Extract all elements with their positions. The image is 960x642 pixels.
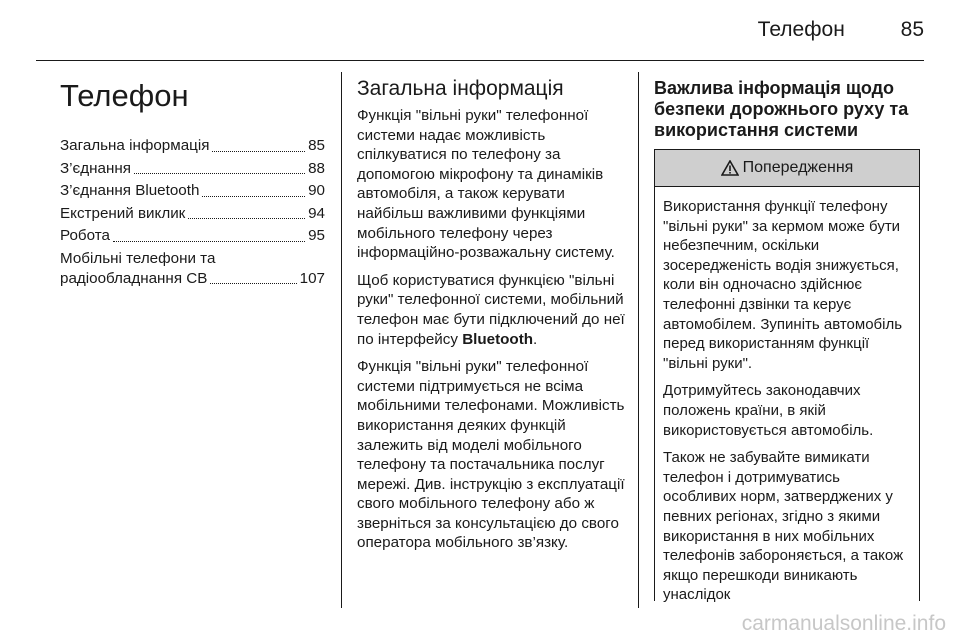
toc-dot-leader <box>113 241 305 242</box>
paragraph-text: Щоб користуватися функцією "вільні руки" телефонної системи, мобільний телефон має бути підключений до неї по інтерфейсу <box>357 271 625 348</box>
header-rule <box>36 60 924 61</box>
toc-entry-label: З’єднання <box>60 159 131 177</box>
toc-entry-page: 88 <box>308 159 325 177</box>
toc-entry-page: 94 <box>308 204 325 222</box>
warning-triangle-icon <box>721 160 739 176</box>
body-paragraph: Функція "вільні руки" телефонної системи надає можливість спілкуватися по телефону за допомогою мікрофону та динаміків автомобіля, а також керувати найбільш важливими функціями мобільного телефону через інформаційно-розважальну систему. <box>357 107 615 262</box>
warning-paragraph: Використання функції телефону "вільні руки" за кермом може бути небезпечним, оскільки зосередженість водія знижується, коли він одночасно здійснює телефонні дзвінки та керує автомобілем. Зупиніть автомобіль перед використанням функції "вільні руки". <box>663 198 903 372</box>
toc-entry-page: 95 <box>308 227 325 245</box>
toc-entry-label-line1: Мобільні телефони та <box>60 249 216 267</box>
body-paragraph: Функція "вільні руки" телефонної системи підтримується не всіма мобільними телефонами. Можливість використання деяких функцій залежить від моделі мобільного телефону та постачальника послуг мережі. Див. інструкцію з експлуатації свого мобільного телефону або ж зверніться за консультацією до свого оператора мобільного зв’язку. <box>357 358 625 552</box>
safety-column <box>654 72 920 604</box>
toc-entry-multiline[interactable] <box>60 249 325 288</box>
paragraph-end: . <box>533 330 538 348</box>
toc-entry-page: 85 <box>308 137 325 154</box>
warning-title: Попередження <box>742 159 854 177</box>
warning-header <box>655 150 919 187</box>
toc-entry[interactable] <box>60 204 325 224</box>
running-header <box>758 18 924 42</box>
watermark: carmanualsonline.info <box>741 612 946 635</box>
toc-entry-label: Загальна інформація <box>60 137 210 154</box>
toc-dot-leader <box>134 173 305 174</box>
toc-entry-page: 107 <box>299 269 325 287</box>
toc-entry-label: Екстрений виклик <box>60 204 186 222</box>
toc-entry[interactable] <box>60 136 325 156</box>
toc-entry-label: Робота <box>60 227 110 245</box>
chapter-title: Телефон <box>60 78 189 113</box>
toc-dot-leader <box>210 283 296 284</box>
toc-dot-leader <box>202 196 305 197</box>
toc-column <box>60 72 325 288</box>
safety-heading: Важлива інформація щодо безпеки дорожнього руху та використання системи <box>654 78 909 140</box>
column-divider-1 <box>341 72 342 608</box>
section-heading: Загальна інформація <box>357 77 564 100</box>
page-number: 85 <box>900 18 924 41</box>
general-info-column <box>357 72 625 561</box>
body-paragraph <box>357 271 625 349</box>
toc-dot-leader <box>212 151 305 152</box>
bluetooth-term: Bluetooth <box>462 330 534 348</box>
toc-entry[interactable] <box>60 181 325 201</box>
toc-entry-label-line2: радіообладнання CB <box>60 269 208 287</box>
toc-dot-leader <box>188 218 305 219</box>
warning-paragraph: Також не забувайте вимикати телефон і дотримуватись особливих норм, затверджених у певних регіонах, згідно з якими використання в них мобільних телефонів забороняється, а також якщо перешкоди виникають унаслідок <box>663 449 904 604</box>
warning-body <box>655 187 919 605</box>
toc-entry[interactable] <box>60 226 325 246</box>
toc-entry-label: З’єднання Bluetooth <box>60 182 200 200</box>
warning-box <box>654 149 920 604</box>
toc-entry-page: 90 <box>308 182 325 200</box>
column-divider-2 <box>638 72 639 608</box>
running-header-title: Телефон <box>757 18 845 41</box>
warning-paragraph: Дотримуйтесь законодавчих положень країни, в якій використовується автомобіль. <box>663 382 874 439</box>
toc-entry[interactable] <box>60 159 325 179</box>
